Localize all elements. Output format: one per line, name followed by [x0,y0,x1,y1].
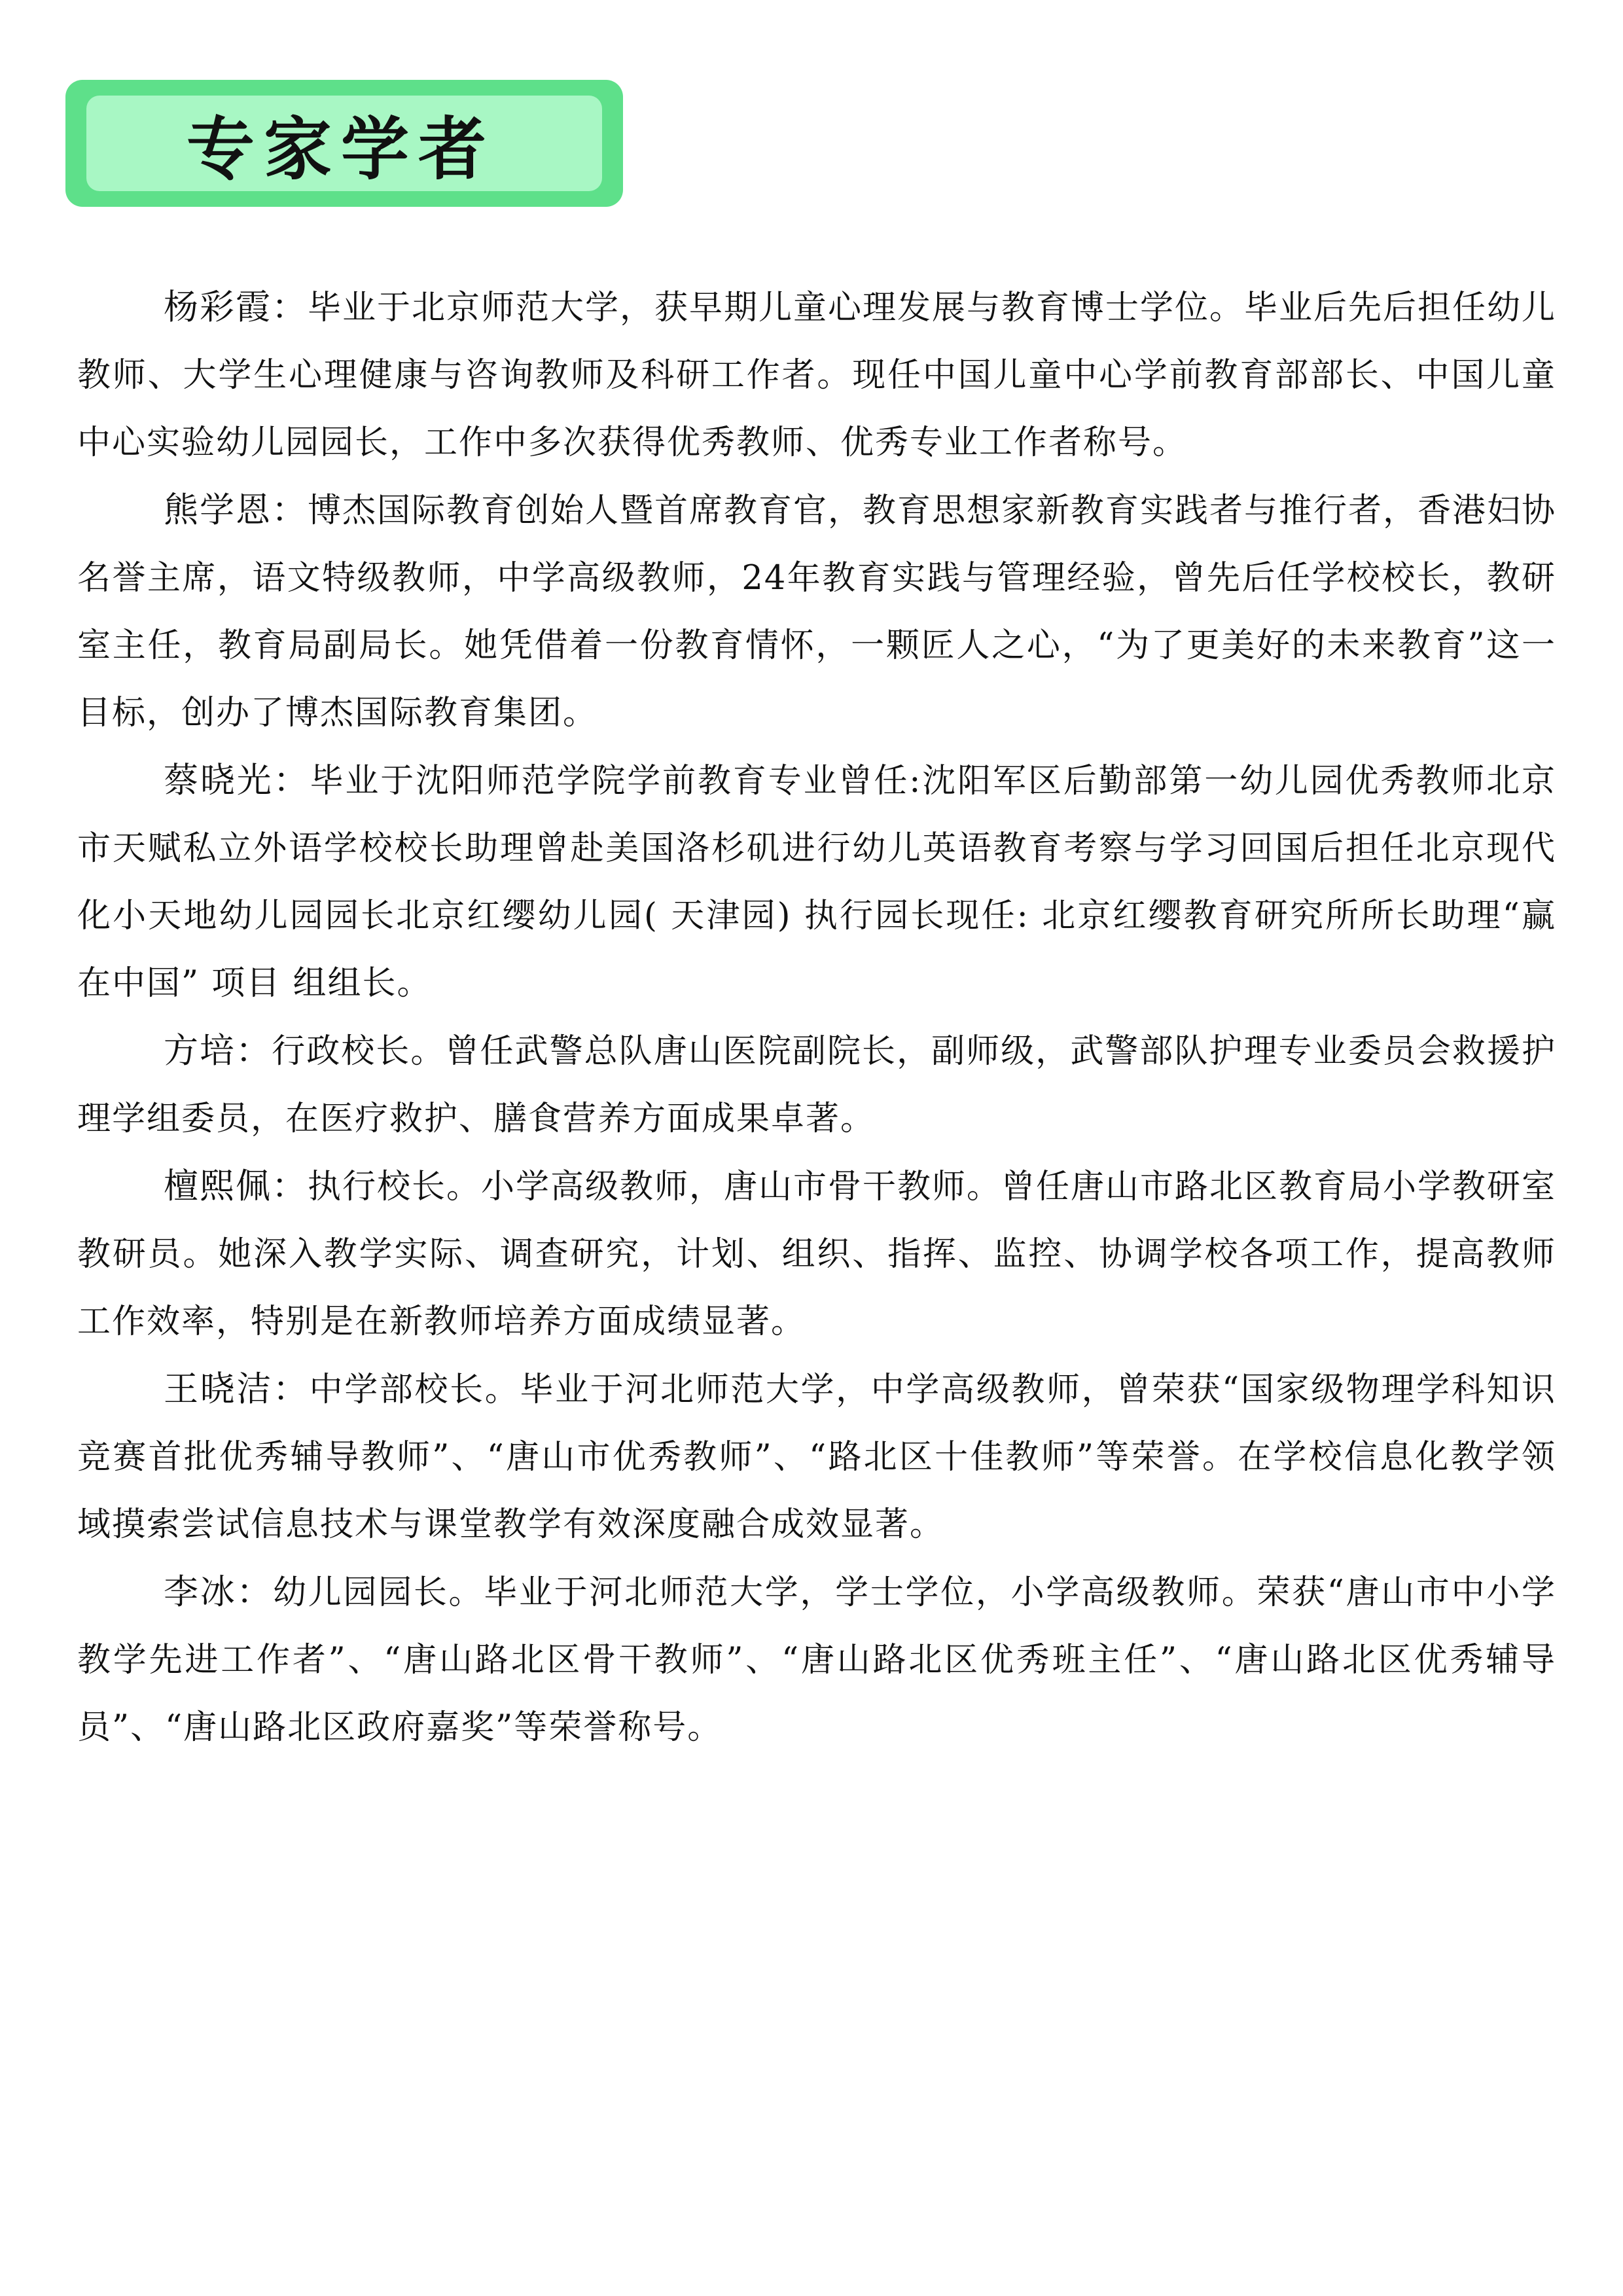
expert-entry [77,1153,1556,1355]
section-title-badge [65,80,623,207]
expert-name: 李冰： [164,1572,274,1612]
expert-name: 蔡晓光： [164,761,310,800]
expert-entry [77,1017,1556,1153]
expert-bio: 毕业于北京师范大学，获早期儿童心理发展与教育博士学位。毕业后先后担任幼儿教师、大学生心理健康与咨询教师及科研工作者。现任中国儿童中心学前教育部部长、中国儿童中心实验幼儿园园长，工作中多次获得优秀教师、优秀专业工作者称号。 [77,289,1557,462]
expert-entry [77,274,1556,476]
expert-list [77,274,1556,1761]
expert-name: 熊学恩： [164,490,308,530]
expert-entry [77,1558,1556,1761]
expert-name: 王晓洁： [164,1369,310,1409]
expert-bio: 中学部校长。毕业于河北师范大学，中学高级教师，曾荣获“国家级物理学科知识竞赛首批优秀辅导教师”、“唐山市优秀教师”、“路北区十佳教师”等荣誉。在学校信息化教学领域摸索尝试信息技术与课堂教学有效深度融合成效显著。 [77,1371,1557,1544]
expert-bio: 幼儿园园长。毕业于河北师范大学，学士学位，小学高级教师。荣获“唐山市中小学教学先进工作者”、“唐山路北区骨干教师”、“唐山路北区优秀班主任”、“唐山路北区优秀辅导员”、“唐山路北区政府嘉奖”等荣誉称号。 [77,1573,1557,1747]
expert-name: 檀熙佩： [164,1166,308,1206]
expert-entry [77,747,1556,1017]
expert-bio: 行政校长。曾任武警总队唐山医院副院长，副师级，武警部队护理专业委员会救援护理学组委员，在医疗救护、膳食营养方面成果卓著。 [77,1032,1556,1138]
expert-entry [77,1355,1556,1558]
expert-entry [77,476,1556,747]
page-title: 专家学者 [186,109,495,189]
expert-name: 方培： [164,1031,272,1071]
expert-name: 杨彩霞： [164,287,308,327]
expert-bio: 毕业于沈阳师范学院学前教育专业曾任:沈阳军区后勤部第一幼儿园优秀教师北京市天赋私立外语学校校长助理曾赴美国洛杉矶进行幼儿英语教育考察与学习回国后担任北京现代化小天地幼儿园园长北京红缨幼儿园( 天津园) 执行园长现任: 北京红缨教育研究所所长助理“赢在中国” 项目 组组长。 [77,762,1557,1003]
expert-bio: 博杰国际教育创始人暨首席教育官，教育思想家新教育实践者与推行者，香港妇协名誉主席，语文特级教师，中学高级教师，24年教育实践与管理经验，曾先后任学校校长，教研室主任，教育局副局长。她凭借着一份教育情怀，一颗匠人之心，“为了更美好的未来教育”这一目标，创办了博杰国际教育集团。 [77,492,1557,732]
expert-bio: 执行校长。小学高级教师，唐山市骨干教师。曾任唐山市路北区教育局小学教研室教研员。她深入教学实际、调查研究，计划、组织、指挥、监控、协调学校各项工作，提高教师工作效率，特别是在新教师培养方面成绩显著。 [77,1168,1557,1341]
section-title-inner [86,96,602,191]
